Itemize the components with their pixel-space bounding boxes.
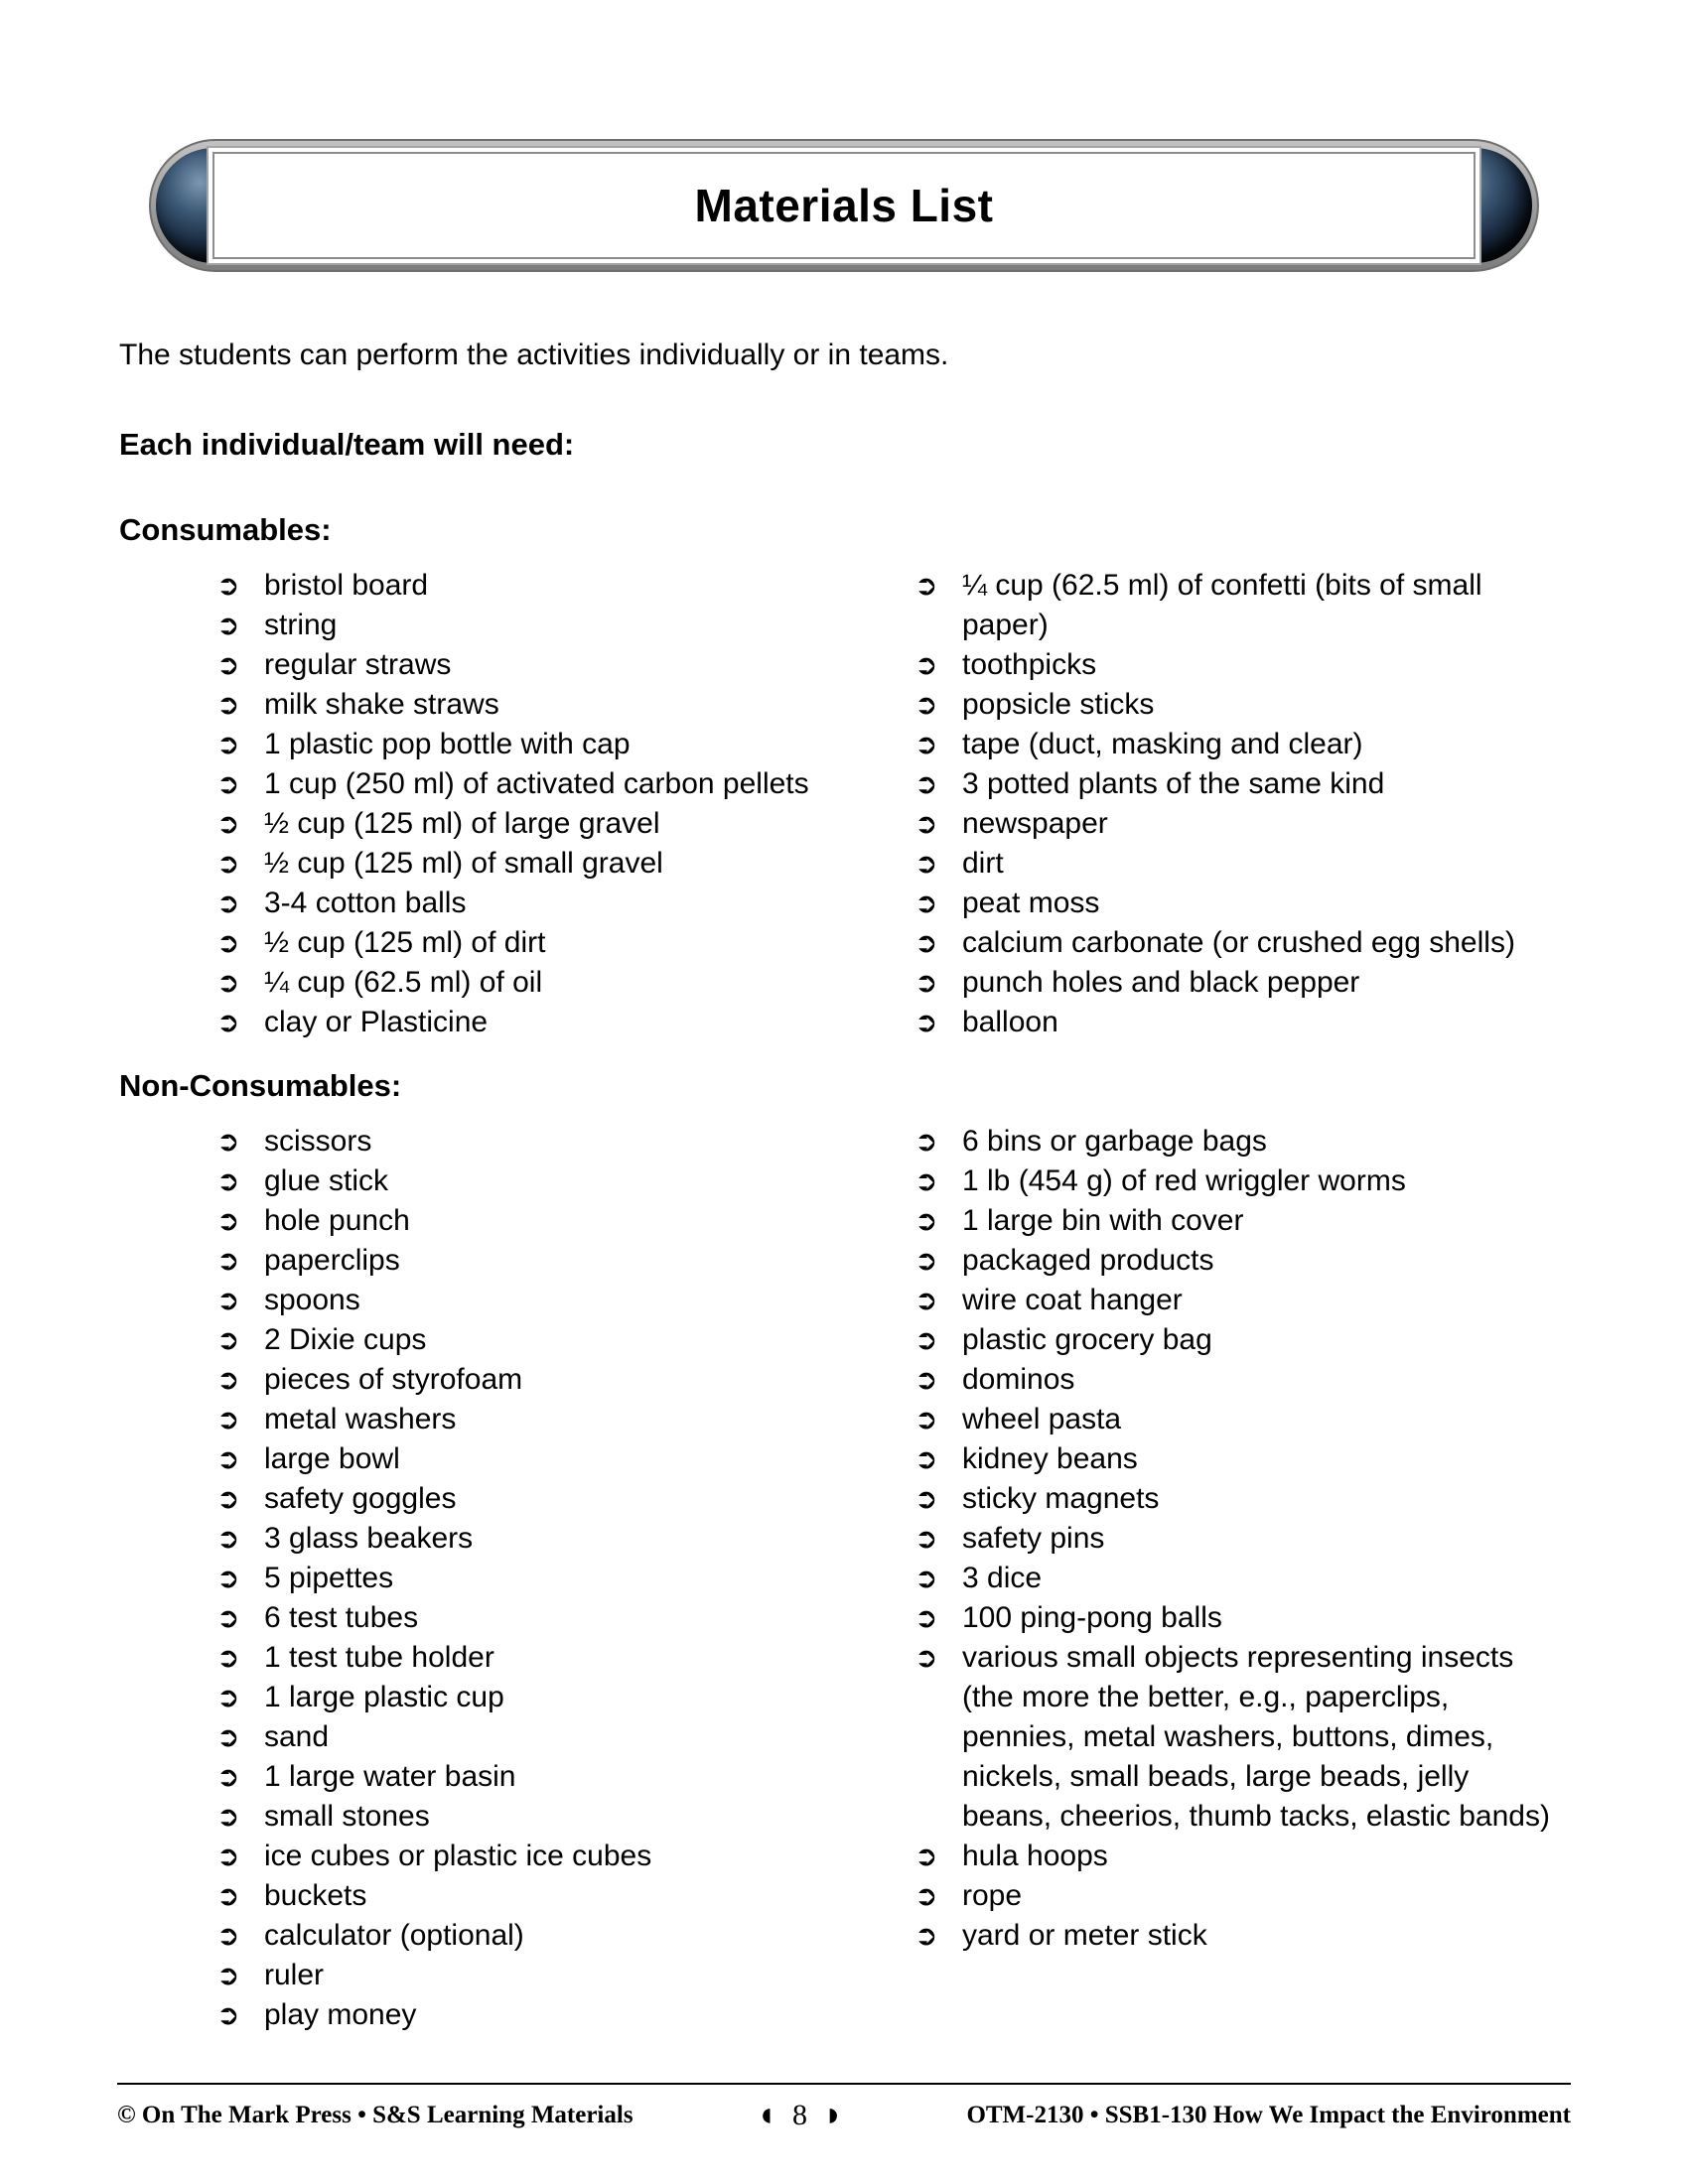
list-item-text: dominos xyxy=(962,1363,1075,1396)
arrow-bullet-icon: ➲ xyxy=(914,887,938,918)
list-item-text: 3 potted plants of the same kind xyxy=(962,767,1385,800)
list-item xyxy=(914,844,1555,884)
arrow-bullet-icon: ➲ xyxy=(216,610,240,640)
arrow-bullet-icon: ➲ xyxy=(216,1880,240,1911)
list-item-text: ¼ cup (62.5 ml) of oil xyxy=(264,966,543,999)
list-item-text: buckets xyxy=(264,1879,367,1912)
footer-book-code: OTM-2130 • SSB1-130 How We Impact the Environment xyxy=(966,2102,1571,2128)
arrow-bullet-icon: ➲ xyxy=(216,1007,240,1037)
list-item xyxy=(216,1598,857,1638)
arrow-bullet-icon: ➲ xyxy=(914,729,938,759)
list-item-text: 1 plastic pop bottle with cap xyxy=(264,728,631,760)
arrow-bullet-icon: ➲ xyxy=(216,1999,240,2030)
arrow-bullet-icon: ➲ xyxy=(216,1443,240,1474)
list-item-text: 1 lb (454 g) of red wriggler worms xyxy=(962,1164,1406,1197)
arrow-bullet-icon: ➲ xyxy=(216,1245,240,1276)
arrow-bullet-icon: ➲ xyxy=(914,1165,938,1196)
list-item-text: small stones xyxy=(264,1800,430,1833)
arrow-bullet-icon: ➲ xyxy=(216,1285,240,1315)
list-item-text: calcium carbonate (or crushed egg shells) xyxy=(962,926,1515,959)
arrow-bullet-icon: ➲ xyxy=(216,1523,240,1554)
list-item xyxy=(216,1995,857,2035)
list-item xyxy=(216,1360,857,1400)
arrow-bullet-icon: ➲ xyxy=(914,1404,938,1434)
list-item-text: hole punch xyxy=(264,1204,410,1237)
arrow-bullet-icon: ➲ xyxy=(216,1126,240,1157)
arrow-bullet-icon: ➲ xyxy=(914,1245,938,1276)
list-item-text: 1 cup (250 ml) of activated carbon pellets xyxy=(264,767,809,800)
list-item-text: wire coat hanger xyxy=(962,1284,1183,1316)
arrow-bullet-icon: ➲ xyxy=(216,1324,240,1355)
list-item-text: hula hoops xyxy=(962,1840,1108,1872)
list-item xyxy=(914,1598,1555,1638)
arrow-bullet-icon: ➲ xyxy=(914,967,938,998)
list-item xyxy=(216,804,857,844)
list-item xyxy=(216,1479,857,1519)
arrow-bullet-icon: ➲ xyxy=(914,1443,938,1474)
list-item xyxy=(216,1122,857,1161)
list-item xyxy=(914,1201,1555,1241)
list-item xyxy=(216,1916,857,1956)
list-item xyxy=(914,1122,1555,1161)
arrow-bullet-icon: ➲ xyxy=(216,1801,240,1832)
list-item xyxy=(914,1916,1555,1956)
list-item-text: bristol board xyxy=(264,569,429,602)
list-item xyxy=(914,645,1555,685)
arrow-bullet-icon: ➲ xyxy=(216,689,240,720)
title-banner-frame xyxy=(212,152,1476,259)
arrow-bullet-icon: ➲ xyxy=(914,649,938,680)
arrow-bullet-icon: ➲ xyxy=(216,1563,240,1593)
list-item-text: packaged products xyxy=(962,1244,1214,1277)
list-item-text: pieces of styrofoam xyxy=(264,1363,523,1396)
arrow-bullet-icon: ➲ xyxy=(914,1920,938,1951)
list-item xyxy=(914,804,1555,844)
list-item xyxy=(914,685,1555,725)
list-item xyxy=(216,1320,857,1360)
list-item xyxy=(216,1439,857,1479)
arrow-bullet-icon: ➲ xyxy=(914,1642,938,1673)
list-item xyxy=(914,725,1555,764)
list-item-text: spoons xyxy=(264,1284,360,1316)
list-item-text: punch holes and black pepper xyxy=(962,966,1360,999)
arrow-bullet-icon: ➲ xyxy=(216,768,240,799)
list-item xyxy=(914,1479,1555,1519)
list-item-text: calculator (optional) xyxy=(264,1919,524,1952)
arrow-bullet-icon: ➲ xyxy=(914,768,938,799)
page-number-ornament-left-icon: ◖ xyxy=(756,2097,776,2133)
arrow-bullet-icon: ➲ xyxy=(216,1602,240,1633)
list-item xyxy=(914,1400,1555,1439)
list-item-text: various small objects representing insects (the more the better, e.g., paperclips, pennies, metal washers, buttons, dimes, nickels, small beads, large beads, jelly beans, cheerios, thumb tacks, elastic bands) xyxy=(962,1641,1550,1833)
list-item-text: 1 large water basin xyxy=(264,1760,516,1793)
list-item xyxy=(216,1400,857,1439)
list-item-text: milk shake straws xyxy=(264,688,499,721)
arrow-bullet-icon: ➲ xyxy=(914,1205,938,1236)
list-item xyxy=(216,1559,857,1598)
list-item xyxy=(914,1837,1555,1876)
list-item xyxy=(216,1281,857,1320)
list-item xyxy=(216,1956,857,1995)
page-footer xyxy=(117,2083,1571,2132)
arrow-bullet-icon: ➲ xyxy=(216,1761,240,1792)
list-item-text: ice cubes or plastic ice cubes xyxy=(264,1840,652,1872)
list-item xyxy=(216,884,857,923)
list-item-text: kidney beans xyxy=(962,1442,1138,1475)
list-item xyxy=(216,923,857,963)
list-item-text: ½ cup (125 ml) of dirt xyxy=(264,926,546,959)
section-heading-non-consumables: Non-Consumables: xyxy=(119,1068,402,1103)
arrow-bullet-icon: ➲ xyxy=(216,649,240,680)
list-item xyxy=(914,764,1555,804)
arrow-bullet-icon: ➲ xyxy=(216,1920,240,1951)
list-item xyxy=(216,1241,857,1281)
list-item-text: glue stick xyxy=(264,1164,389,1197)
arrow-bullet-icon: ➲ xyxy=(216,1364,240,1395)
list-item xyxy=(914,1519,1555,1559)
arrow-bullet-icon: ➲ xyxy=(914,1364,938,1395)
list-item-text: sticky magnets xyxy=(962,1482,1160,1515)
list-item-text: 2 Dixie cups xyxy=(264,1323,427,1356)
list-item xyxy=(914,1003,1555,1042)
arrow-bullet-icon: ➲ xyxy=(216,848,240,879)
page-title: Materials List xyxy=(694,180,994,231)
list-item-text: 6 test tubes xyxy=(264,1601,419,1634)
arrow-bullet-icon: ➲ xyxy=(216,1205,240,1236)
arrow-bullet-icon: ➲ xyxy=(914,1523,938,1554)
arrow-bullet-icon: ➲ xyxy=(914,1126,938,1157)
list-item-text: toothpicks xyxy=(962,648,1097,681)
arrow-bullet-icon: ➲ xyxy=(216,1642,240,1673)
list-item xyxy=(216,764,857,804)
list-item xyxy=(216,725,857,764)
arrow-bullet-icon: ➲ xyxy=(216,967,240,998)
arrow-bullet-icon: ➲ xyxy=(216,1165,240,1196)
arrow-bullet-icon: ➲ xyxy=(216,570,240,601)
list-item-text: 6 bins or garbage bags xyxy=(962,1125,1267,1158)
list-item-text: peat moss xyxy=(962,887,1100,919)
list-item-text: ½ cup (125 ml) of large gravel xyxy=(264,807,660,840)
list-item-text: string xyxy=(264,609,338,641)
arrow-bullet-icon: ➲ xyxy=(216,1960,240,1990)
list-item-text: scissors xyxy=(264,1125,372,1158)
list-item-text: regular straws xyxy=(264,648,452,681)
list-item xyxy=(216,566,857,606)
need-heading: Each individual/team will need: xyxy=(119,427,575,462)
list-item-text: sand xyxy=(264,1720,330,1753)
arrow-bullet-icon: ➲ xyxy=(216,1721,240,1752)
arrow-bullet-icon: ➲ xyxy=(914,1007,938,1037)
arrow-bullet-icon: ➲ xyxy=(914,1563,938,1593)
list-item-text: play money xyxy=(264,1998,417,2031)
list-item-text: 3 glass beakers xyxy=(264,1522,474,1555)
list-item-text: ¼ cup (62.5 ml) of confetti (bits of small paper) xyxy=(962,569,1482,641)
list-item xyxy=(216,963,857,1003)
title-banner xyxy=(149,139,1539,272)
arrow-bullet-icon: ➲ xyxy=(914,1285,938,1315)
list-item xyxy=(914,884,1555,923)
list-item xyxy=(216,1797,857,1837)
arrow-bullet-icon: ➲ xyxy=(216,1841,240,1871)
list-item-text: 100 ping-pong balls xyxy=(962,1601,1222,1634)
arrow-bullet-icon: ➲ xyxy=(216,1404,240,1434)
arrow-bullet-icon: ➲ xyxy=(216,1483,240,1514)
list-item xyxy=(216,606,857,645)
list-item xyxy=(216,1678,857,1717)
list-item xyxy=(216,1876,857,1916)
arrow-bullet-icon: ➲ xyxy=(216,808,240,839)
list-item-text: clay or Plasticine xyxy=(264,1006,489,1038)
list-item xyxy=(914,963,1555,1003)
list-item xyxy=(216,1837,857,1876)
list-item xyxy=(216,844,857,884)
list-item-text: ruler xyxy=(264,1959,325,1991)
list-item xyxy=(914,1360,1555,1400)
list-item xyxy=(216,1519,857,1559)
list-item-text: safety goggles xyxy=(264,1482,457,1515)
list-item xyxy=(216,1161,857,1201)
list-item xyxy=(914,1161,1555,1201)
arrow-bullet-icon: ➲ xyxy=(914,848,938,879)
arrow-bullet-icon: ➲ xyxy=(914,1483,938,1514)
list-item-text: paperclips xyxy=(264,1244,400,1277)
page-number-ornament-right-icon: ◗ xyxy=(823,2097,844,2133)
list-item-text: safety pins xyxy=(962,1522,1105,1555)
list-item xyxy=(216,1003,857,1042)
list-item xyxy=(914,1559,1555,1598)
list-item-text: 1 large bin with cover xyxy=(962,1204,1244,1237)
list-item xyxy=(914,1281,1555,1320)
list-item xyxy=(216,1201,857,1241)
list-item-text: 1 large plastic cup xyxy=(264,1681,504,1713)
list-item-text: 1 test tube holder xyxy=(264,1641,494,1674)
intro-text: The students can perform the activities individually or in teams. xyxy=(119,339,949,371)
list-item xyxy=(914,566,1555,645)
list-item-text: balloon xyxy=(962,1006,1058,1038)
list-item-text: rope xyxy=(962,1879,1023,1912)
list-item-text: metal washers xyxy=(264,1403,457,1435)
list-item-text: plastic grocery bag xyxy=(962,1323,1212,1356)
list-item xyxy=(914,1638,1555,1837)
list-item xyxy=(216,1757,857,1797)
consumables-left-column xyxy=(216,566,857,1042)
list-item-text: wheel pasta xyxy=(962,1403,1122,1435)
consumables-right-column xyxy=(914,566,1555,1042)
list-item-text: yard or meter stick xyxy=(962,1919,1207,1952)
arrow-bullet-icon: ➲ xyxy=(216,729,240,759)
list-item-text: 5 pipettes xyxy=(264,1562,394,1594)
list-item-text: 3-4 cotton balls xyxy=(264,887,467,919)
non-consumables-columns xyxy=(216,1122,1688,2035)
list-item-text: dirt xyxy=(962,847,1004,880)
arrow-bullet-icon: ➲ xyxy=(216,1682,240,1712)
arrow-bullet-icon: ➲ xyxy=(914,570,938,601)
arrow-bullet-icon: ➲ xyxy=(914,808,938,839)
list-item-text: popsicle sticks xyxy=(962,688,1155,721)
list-item xyxy=(914,923,1555,963)
consumables-columns xyxy=(216,566,1688,1042)
non-consumables-right-column xyxy=(914,1122,1555,1956)
list-item-text: 3 dice xyxy=(962,1562,1043,1594)
section-heading-consumables: Consumables: xyxy=(119,512,332,547)
list-item xyxy=(914,1241,1555,1281)
arrow-bullet-icon: ➲ xyxy=(914,1602,938,1633)
arrow-bullet-icon: ➲ xyxy=(914,689,938,720)
list-item xyxy=(216,685,857,725)
list-item-text: large bowl xyxy=(264,1442,400,1475)
list-item xyxy=(216,1717,857,1757)
list-item xyxy=(914,1876,1555,1916)
page-number: 8 xyxy=(792,2099,807,2131)
list-item-text: newspaper xyxy=(962,807,1108,840)
arrow-bullet-icon: ➲ xyxy=(914,1880,938,1911)
list-item-text: tape (duct, masking and clear) xyxy=(962,728,1363,760)
list-item xyxy=(914,1439,1555,1479)
arrow-bullet-icon: ➲ xyxy=(216,927,240,958)
arrow-bullet-icon: ➲ xyxy=(914,1324,938,1355)
arrow-bullet-icon: ➲ xyxy=(216,887,240,918)
arrow-bullet-icon: ➲ xyxy=(914,1841,938,1871)
list-item xyxy=(216,645,857,685)
footer-publisher: © On The Mark Press • S&S Learning Materials xyxy=(117,2102,633,2128)
arrow-bullet-icon: ➲ xyxy=(914,927,938,958)
list-item-text: ½ cup (125 ml) of small gravel xyxy=(264,847,663,880)
list-item xyxy=(216,1638,857,1678)
page-number-group xyxy=(756,2099,843,2132)
non-consumables-left-column xyxy=(216,1122,857,2035)
list-item xyxy=(914,1320,1555,1360)
